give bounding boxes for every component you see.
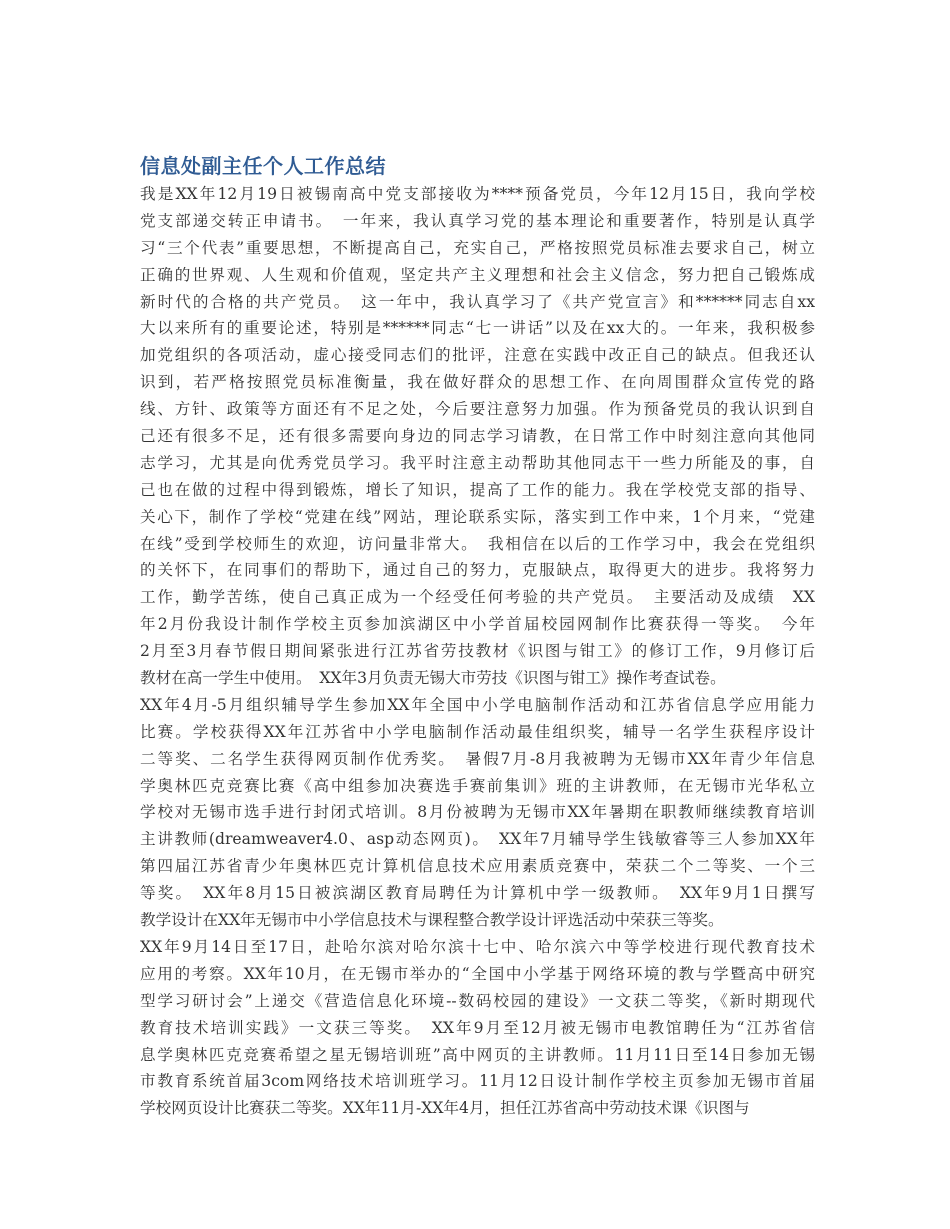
- body-text-line: 习“三个代表”重要思想，不断提高自己，充实自己，严格按照党员标准去要求自己，树立: [140, 238, 815, 257]
- body-text-line: 我是XX年12月19日被锡南高中党支部接收为****预备党员，今年12月15日，我向学校: [140, 185, 815, 203]
- body-text-line: 息学奥林匹克竞赛希望之星无锡培训班”高中网页的主讲教师。11月11日至14日参加无锡: [140, 1045, 815, 1064]
- body-text-line: 应用的考察。XX年10月，在无锡市举办的“全国中小学基于网络环境的教与学暨高中研究: [140, 964, 815, 983]
- document-title: 信息处副主任个人工作总结: [140, 154, 386, 178]
- body-text-line: 工作，勤学苦练，使自己真正成为一个经受任何考验的共产党员。 主要活动及成绩 XX: [140, 588, 815, 607]
- body-text-line: 学奥林匹克竞赛比赛《高中组参加决赛选手赛前集训》班的主讲教师，在无锡市光华私立: [140, 776, 815, 795]
- body-text-line: 己还有很多不足，还有很多需要向身边的同志学习请教，在日常工作中时刻注意向其他同: [140, 427, 815, 446]
- body-text-line: 比赛。学校获得XX年江苏省中小学电脑制作活动最佳组织奖，辅导一名学生获程序设计: [140, 722, 815, 741]
- body-text-line: 识到，若严格按照党员标准衡量，我在做好群众的思想工作、在向周围群众宣传党的路: [140, 373, 815, 392]
- body-text-line: 加党组织的各项活动，虚心接受同志们的批评，注意在实践中改正自己的缺点。但我还认: [140, 346, 815, 365]
- body-text-line: 教学设计在XX年无锡市中小学信息技术与课程整合教学设计评选活动中荣获三等奖。: [140, 911, 724, 930]
- body-text-line: 在线”受到学校师生的欢迎，访问量非常大。 我相信在以后的工作学习中，我会在党组织: [140, 534, 815, 553]
- body-text-line: XX年9月14日至17日，赴哈尔滨对哈尔滨十七中、哈尔滨六中等学校进行现代教育技术: [140, 937, 815, 956]
- body-text-line: 关心下，制作了学校“党建在线”网站，理论联系实际，落实到工作中来，1个月来，“党建: [140, 507, 815, 526]
- body-text-line: 第四届江苏省青少年奥林匹克计算机信息技术应用素质竞赛中，荣获二个二等奖、一个三: [140, 857, 815, 876]
- body-text-line: 教材在高一学生中使用。 XX年3月负责无锡大市劳技《识图与钳工》操作考查试卷。: [140, 669, 726, 688]
- body-text-line: 己也在做的过程中得到锻炼，增长了知识，提高了工作的能力。我在学校党支部的指导、: [140, 480, 815, 499]
- body-text-line: 的关怀下，在同事们的帮助下，通过自己的努力，克服缺点，取得更大的进步。我将努力: [140, 561, 815, 580]
- body-text-line: 党支部递交转正申请书。 一年来，我认真学习党的基本理论和重要著作，特别是认真学: [140, 211, 815, 230]
- document-body: [140, 181, 815, 1122]
- body-text-line: 二等奖、二名学生获得网页制作优秀奖。 暑假7月-8月我被聘为无锡市XX年青少年信息: [140, 749, 815, 768]
- body-text-line: 学校对无锡市选手进行封闭式培训。8月份被聘为无锡市XX年暑期在职教师继续教育培训: [140, 803, 815, 822]
- body-text-line: 2月至3月春节假日期间紧张进行江苏省劳技教材《识图与钳工》的修订工作，9月修订后: [140, 642, 815, 661]
- body-text-line: 年2月份我设计制作学校主页参加滨湖区中小学首届校园网制作比赛获得一等奖。 今年: [140, 615, 815, 634]
- body-text-line: 正确的世界观、人生观和价值观，坚定共产主义理想和社会主义信念，努力把自己锻炼成: [140, 265, 815, 284]
- body-text-line: 学校网页设计比赛获二等奖。XX年11月-XX年4月，担任江苏省高中劳动技术课《识图与: [140, 1099, 750, 1118]
- body-text-line: 志学习，尤其是向优秀党员学习。我平时注意主动帮助其他同志干一些力所能及的事，自: [140, 453, 815, 472]
- body-text-line: 主讲教师(dreamweaver4.0、asp动态网页)。 XX年7月辅导学生钱敏睿等三人参加XX年: [140, 830, 815, 849]
- body-text-line: 等奖。 XX年8月15日被滨湖区教育局聘任为计算机中学一级教师。 XX年9月1日撰写: [140, 884, 815, 903]
- body-text-line: XX年4月-5月组织辅导学生参加XX年全国中小学电脑制作活动和江苏省信息学应用能力: [140, 695, 815, 714]
- body-text-line: 市教育系统首届3com网络技术培训班学习。11月12日设计制作学校主页参加无锡市首届: [140, 1072, 815, 1091]
- body-text-line: 型学习研讨会”上递交《营造信息化环境--数码校园的建设》一文获二等奖，《新时期现代: [140, 991, 815, 1010]
- body-text-line: 教育技术培训实践》一文获三等奖。 XX年9月至12月被无锡市电教馆聘任为“江苏省信: [140, 1018, 815, 1037]
- body-text-line: 大以来所有的重要论述，特别是******同志“七一讲话”以及在xx大的。一年来，我积极参: [140, 319, 815, 338]
- body-text-line: 新时代的合格的共产党员。 这一年中，我认真学习了《共产党宣言》和******同志自xx: [140, 292, 815, 311]
- body-text-line: 线、方针、政策等方面还有不足之处，今后要注意努力加强。作为预备党员的我认识到自: [140, 400, 815, 419]
